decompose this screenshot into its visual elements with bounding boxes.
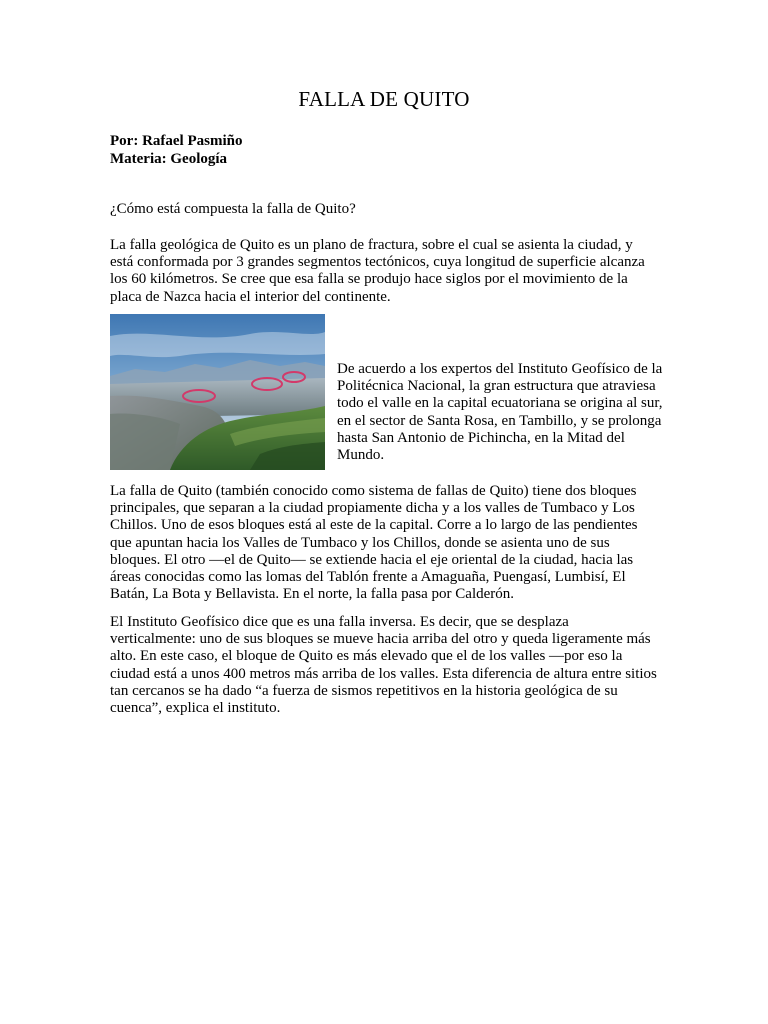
paragraph-3: El Instituto Geofísico dice que es una falla inversa. Es decir, que se desplaza verticalmente: uno de sus bloques se mueve hacia arriba del otro y queda ligeramente más alto. En este caso, el bloque de Quito es más elevado que el de los valles —por eso la ciudad está a unos 400 metros más arriba de los valles. Esta diferencia de altura entre sitios tan cercanos se ha dado “a fuerza de sismos repetitivos en la historia geológica de su cuenca”, explica el instituto.	[110, 614, 657, 717]
author-line: Por: Rafael Pasmiño	[110, 133, 243, 149]
image-caption: De acuerdo a los expertos del Instituto Geofísico de la Politécnica Nacional, la gran estructura que atraviesa todo el valle en la capital ecuatoriana se origina al sur, en el sector de Santa Rosa, en Tambillo, y se prolonga hasta San Antonio de Pichincha, en la Mitad del Mundo.	[337, 361, 663, 464]
question-heading: ¿Cómo está compuesta la falla de Quito?	[110, 201, 356, 217]
page-title: FALLA DE QUITO	[298, 87, 470, 111]
document-meta	[110, 132, 242, 168]
paragraph-2: La falla de Quito (también conocido como sistema de fallas de Quito) tiene dos bloques principales, que separan a la ciudad propiamente dicha y a los valles de Tumbaco y Los Chillos. Uno de esos bloques está al este de la capital. Corre a lo largo de las pendientes que apuntan hacia los Valles de Tumbaco y los Chillos, donde se asienta uno de sus bloques. El otro —el de Quito— se extiende hacia el eje oriental de la ciudad, hacia las áreas conocidas como las lomas del Tablón frente a Amaguaña, Puengasí, Lumbisí, El Batán, La Bota y Bellavista. En el norte, la falla pasa por Calderón.	[110, 483, 638, 603]
subject-line: Materia: Geología	[110, 151, 228, 167]
aerial-landscape-photo	[110, 314, 325, 470]
paragraph-1: La falla geológica de Quito es un plano de fractura, sobre el cual se asienta la ciudad, y está conformada por 3 grandes segmentos tectónicos, cuya longitud de superficie alcanza los 60 kilómetros. Se cree que esa falla se produjo hace siglos por el movimiento de la placa de Nazca hacia el interior del continente.	[110, 237, 645, 305]
